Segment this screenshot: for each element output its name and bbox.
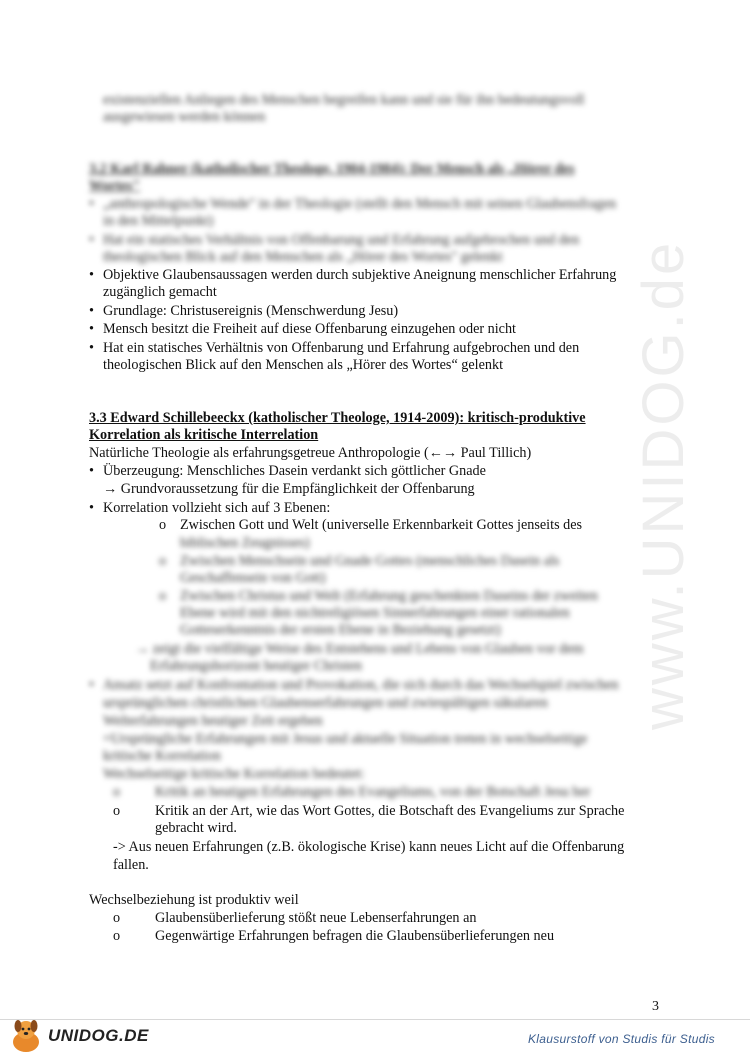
sub-item-text: Zwischen Gott und Welt (universelle Erkennbarkeit Gottes jenseits des xyxy=(180,517,583,533)
watermark: www.UNIDOG.de xyxy=(631,239,696,730)
circle-bullet-icon: o xyxy=(159,553,167,569)
blurred-line: ausgewiesen werden können xyxy=(103,109,266,125)
bullet-text: Überzeugung: Menschliches Dasein verdankt sich göttlicher Gnade xyxy=(103,463,486,479)
wechsel-item: Gegenwärtige Erfahrungen befragen die Glaubensüberlieferungen neu xyxy=(155,928,555,944)
kritik-text: Kritik an der Art, wie das Wort Gottes, die Botschaft des Evangeliums zur Sprache xyxy=(155,803,625,819)
blurred-paragraph-line: kritische Korrelation xyxy=(103,748,221,764)
blurred-sub-item-text: Ebene wird mit den nichtreligiösen Sinnerfahrungen einer rationalen xyxy=(180,605,570,621)
bullet-text-cont: → Grundvoraussetzung für die Empfänglichkeit der Offenbarung xyxy=(103,481,475,497)
bullet-icon: • xyxy=(89,303,94,319)
logo-text: UNIDOG.DE xyxy=(48,1026,149,1045)
section-heading-3-3: 3.3 Edward Schillebeeckx (katholischer Theologe, 1914-2009): kritisch-produktive xyxy=(89,410,586,426)
blurred-bullet-text: theologischen Blick auf den Menschen als „Hörer des Wortes" gelenkt xyxy=(103,249,503,265)
blurred-bullet-text: „anthropologische Wende" in der Theologie (stellt den Mensch mit seinen Glaubensfragen xyxy=(103,196,617,212)
circle-bullet-icon: o xyxy=(113,803,121,819)
bullet-text: Objektive Glaubensaussagen werden durch subjektive Aneignung menschlicher Erfahrung xyxy=(103,267,617,283)
blurred-paragraph-line: =Ursprüngliche Erfahrungen mit Jesus und aktuelle Situation treten in wechselseitige xyxy=(103,731,588,747)
section-heading-3-3-cont: Korrelation als kritische Interrelation xyxy=(89,427,319,443)
bullet-text: Hat ein statisches Verhältnis von Offenbarung und Erfahrung aufgebrochen und den xyxy=(103,340,580,356)
blurred-bullet-text: Hat ein statisches Verhältnis von Offenbarung und Erfahrung aufgebrochen und den xyxy=(103,232,580,248)
circle-bullet-icon: o xyxy=(113,910,121,926)
intro-text: Natürliche Theologie als erfahrungsgetreue Anthropologie (←→ Paul Tillich) xyxy=(89,445,532,461)
bullet-text: Grundlage: Christusereignis (Menschwerdung Jesu) xyxy=(103,303,399,319)
neue-erfahrungen-text-cont: fallen. xyxy=(113,857,149,873)
dog-icon xyxy=(6,1015,46,1055)
bullet-text: Mensch besitzt die Freiheit auf diese Offenbarung einzugehen oder nicht xyxy=(103,321,517,337)
blurred-paragraph-line: Wechselseitige kritische Korrelation bedeutet: xyxy=(103,766,365,782)
blurred-arrow-text: Erfahrungshorizont heutiger Christen xyxy=(150,658,362,674)
unidog-logo[interactable] xyxy=(6,1015,166,1055)
bullet-icon: • xyxy=(89,267,94,283)
blurred-paragraph-line: Ansatz setzt auf Konfrontation und Provokation, die sich durch das Wechselspiel zwischen xyxy=(103,677,619,693)
blurred-kritik-text: Kritik an heutigen Erfahrungen des Evangeliums, von der Botschaft Jesu her xyxy=(155,784,591,800)
bullet-icon: • xyxy=(89,677,94,693)
section-heading-3-2: 3.2 Karl Rahner (katholischer Theologe, 1904-1984): Der Mensch als „Hörer des xyxy=(89,161,575,177)
blurred-paragraph-line: Welterfahrungen heutiger Zeit ergeben xyxy=(103,713,323,729)
bullet-icon: • xyxy=(89,463,94,479)
footer-slogan: Klausurstoff von Studis für Studis xyxy=(528,1032,715,1046)
circle-bullet-icon: o xyxy=(113,784,121,800)
blurred-sub-item-text: Gotteserkenntnis der ersten Ebene in Beziehung gesetzt) xyxy=(180,622,501,638)
bullet-icon: • xyxy=(89,340,94,356)
page-number: 3 xyxy=(652,999,659,1014)
blurred-sub-item-text: biblischen Zeugnisses) xyxy=(180,535,310,551)
circle-bullet-icon: o xyxy=(159,517,167,533)
wechsel-heading: Wechselbeziehung ist produktiv weil xyxy=(89,892,299,908)
blurred-sub-item-text: Geschaffensein von Gott) xyxy=(180,570,326,586)
blurred-line: existenziellen Anliegen des Menschen begreifen kann und sie für ihn bedeutungsvoll xyxy=(103,92,585,108)
bullet-text-cont: zugänglich gemacht xyxy=(103,284,217,300)
blurred-paragraph-line: ursprünglichen christlichen Glaubenserfahrungen und zwiespältigen säkularen xyxy=(103,695,548,711)
bullet-text-cont: theologischen Blick auf den Menschen als „Hörer des Wortes“ gelenkt xyxy=(103,357,504,373)
circle-bullet-icon: o xyxy=(113,928,121,944)
bullet-icon: • xyxy=(89,500,94,516)
kritik-text-cont: gebracht wird. xyxy=(155,820,237,836)
bullet-icon: • xyxy=(89,196,94,212)
neue-erfahrungen-text: -> Aus neuen Erfahrungen (z.B. ökologische Krise) kann neues Licht auf die Offenbarung xyxy=(113,839,625,855)
blurred-sub-item-text: Zwischen Christus und Welt (Erfahrung geschenkten Daseins der zweiten xyxy=(180,588,598,604)
blurred-arrow-text: → zeigt die vielfältige Weise des Entstehens und Lebens von Glauben vor dem xyxy=(135,641,584,657)
bullet-text: Korrelation vollzieht sich auf 3 Ebenen: xyxy=(103,500,331,516)
blurred-bullet-text: in den Mittelpunkt) xyxy=(103,213,214,229)
bullet-icon: • xyxy=(89,321,94,337)
wechsel-item: Glaubensüberlieferung stößt neue Lebenserfahrungen an xyxy=(155,910,477,926)
bullet-icon: • xyxy=(89,232,94,248)
circle-bullet-icon: o xyxy=(159,588,167,604)
section-heading-3-2-cont: Wortes" xyxy=(89,178,141,194)
blurred-sub-item-text: Zwischen Menschsein und Gnade Gottes (menschliches Dasein als xyxy=(180,553,560,569)
